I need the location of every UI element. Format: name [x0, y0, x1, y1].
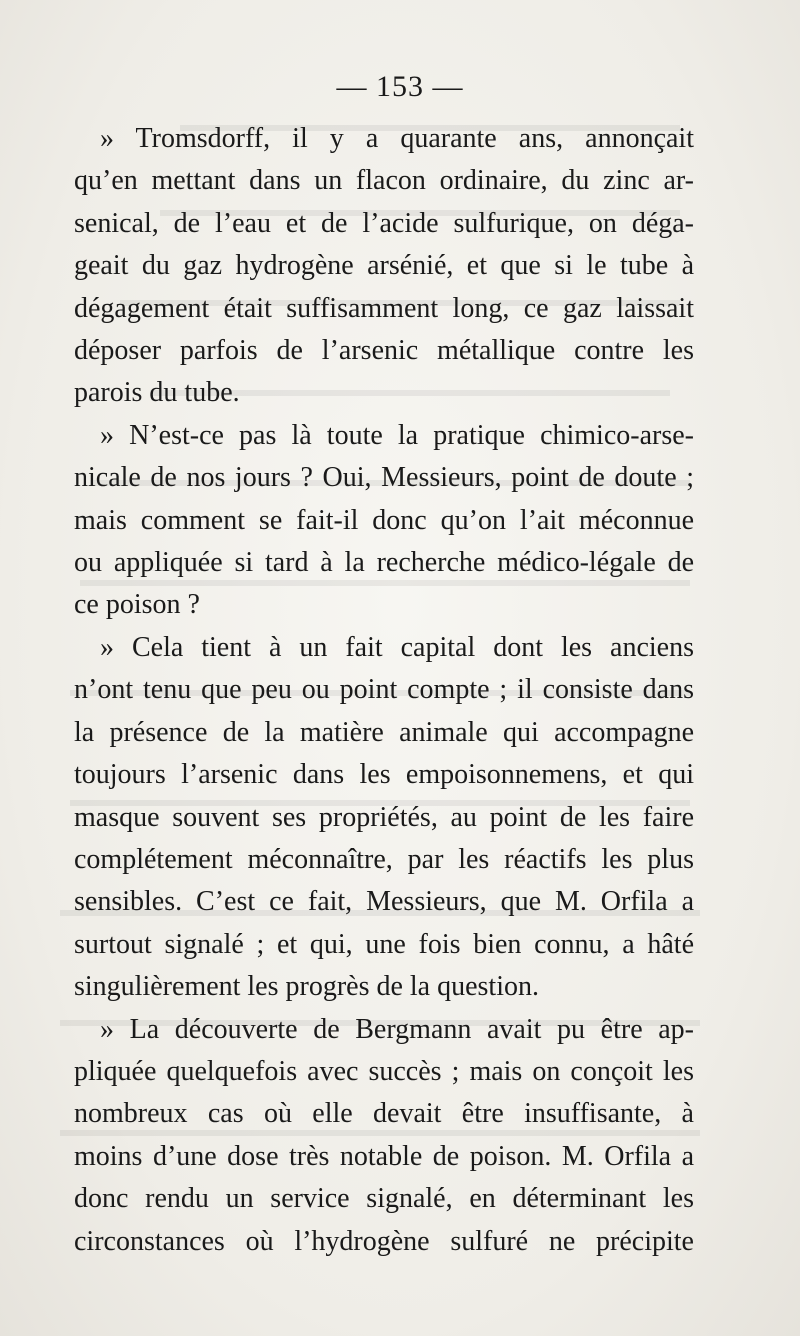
- text-line: toujours l’arsenic dans les empoisonnemens, et qui: [74, 759, 694, 791]
- text-line: nombreux cas où elle devait être insuffisante, à: [74, 1098, 694, 1130]
- text-line: parois du tube.: [74, 377, 240, 409]
- text-line: » Tromsdorff, il y a quarante ans, annonçait: [100, 123, 694, 154]
- text-line: ce poison ?: [74, 589, 200, 621]
- text-line: » N’est-ce pas là toute la pratique chimico-arse-: [100, 419, 694, 451]
- text-line: déposer parfois de l’arsenic métallique contre les: [74, 335, 694, 367]
- text-line: complétement méconnaître, par les réactifs les plus: [74, 843, 694, 875]
- text-line: » La découverte de Bergmann avait pu être ap-: [100, 1013, 694, 1045]
- text-line: la présence de la matière animale qui accompagne: [74, 716, 694, 748]
- text-line: surtout signalé ; et qui, une fois bien connu, a hâté: [74, 928, 694, 960]
- text-line: masque souvent ses propriétés, au point de les faire: [74, 801, 694, 833]
- text-line: ou appliquée si tard à la recherche médico-légale de: [74, 547, 694, 579]
- text-line: » Cela tient à un fait capital dont les anciens: [100, 631, 694, 663]
- text-line: donc rendu un service signalé, en déterminant les: [74, 1183, 694, 1215]
- text-line: dégagement était suffisamment long, ce gaz laissait: [74, 292, 694, 324]
- text-line: sensibles. C’est ce fait, Messieurs, que M. Orfila a: [74, 886, 694, 918]
- page-number: — 153 —: [336, 70, 464, 103]
- text-line: circonstances où l’hydrogène sulfuré ne précipite: [74, 1225, 694, 1257]
- text-line: n’ont tenu que peu ou point compte ; il consiste dans: [74, 674, 694, 706]
- text-line: geait du gaz hydrogène arsénié, et que si le tube à: [74, 250, 694, 282]
- text-line: moins d’une dose très notable de poison. M. Orfila a: [74, 1140, 694, 1172]
- body-text: [74, 118, 694, 1263]
- text-line: qu’en mettant dans un flacon ordinaire, du zinc ar-: [74, 165, 694, 197]
- text-line: senical, de l’eau et de l’acide sulfurique, on déga-: [74, 207, 694, 239]
- text-line: nicale de nos jours ? Oui, Messieurs, point de doute ;: [74, 462, 694, 494]
- text-line: pliquée quelquefois avec succès ; mais on conçoit les: [74, 1055, 694, 1087]
- text-line: singulièrement les progrès de la question.: [74, 971, 539, 1003]
- text-line: mais comment se fait-il donc qu’on l’ait méconnue: [74, 504, 694, 536]
